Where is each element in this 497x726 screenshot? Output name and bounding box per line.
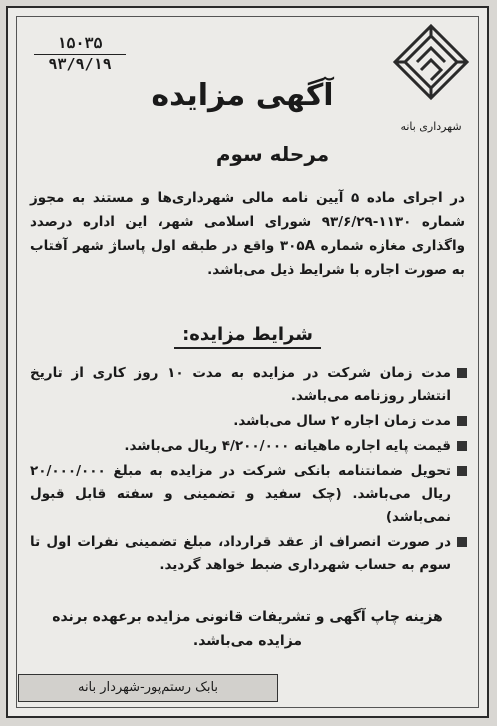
condition-text: مدت زمان اجاره ۲ سال می‌باشد. <box>233 413 451 429</box>
square-bullet-icon <box>457 368 467 378</box>
conditions-list <box>30 362 467 579</box>
condition-item <box>30 531 467 577</box>
condition-item <box>30 362 467 408</box>
square-bullet-icon <box>457 537 467 547</box>
condition-text: در صورت انصراف از عقد قرارداد، مبلغ تضمینی نفرات اول تا سوم به حساب شهرداری ضبط خواهد گردید. <box>30 534 451 573</box>
reference-date: ۹۳/۹/۱۹ <box>48 55 112 73</box>
logo-emblem-icon <box>391 22 471 118</box>
logo-caption: شهرداری بانه <box>400 120 462 133</box>
square-bullet-icon <box>457 441 467 451</box>
footer-note: هزینه چاپ آگهی و تشریفات قانونی مزایده برعهده برنده مزایده می‌باشد. <box>52 609 443 649</box>
reference-block <box>34 34 126 74</box>
condition-item <box>30 410 467 433</box>
condition-text: قیمت پایه اجاره ماهیانه ۴/۲۰۰/۰۰۰ ریال می‌باشد. <box>124 438 451 454</box>
square-bullet-icon <box>457 466 467 476</box>
municipality-logo <box>385 22 477 146</box>
notice-subtitle: مرحله سوم <box>215 142 330 166</box>
conditions-heading: شرایط مزایده: <box>174 324 321 349</box>
notice-title: آگهی مزایده <box>151 78 334 113</box>
square-bullet-icon <box>457 416 467 426</box>
reference-number: ۱۵۰۳۵ <box>34 34 126 55</box>
condition-item <box>30 435 467 458</box>
signature-bar: بابک رستم‌پور-شهردار بانه <box>18 674 278 702</box>
condition-text: تحویل ضمانتنامه بانکی شرکت در مزایده به مبلغ ۲۰/۰۰۰/۰۰۰ ریال می‌باشد. (چک سفید و تضمینی و سفته قابل قبول نمی‌باشد) <box>30 463 451 525</box>
condition-text: مدت زمان شرکت در مزایده به مدت ۱۰ روز کاری از تاریخ انتشار روزنامه می‌باشد. <box>30 365 451 404</box>
intro-paragraph: در اجرای ماده ۵ آیین نامه مالی شهرداری‌ها و مستند به مجوز شماره ۱۱۳۰-۹۳/۶/۲۹ شورای اسلامی شهر، این اداره درصدد واگذاری مغازه شماره ۳۰۵A واقع در طبقه اول پاساژ شهر آفتاب به صورت اجاره با شرایط ذیل می‌باشد. <box>30 190 466 278</box>
condition-item <box>30 460 467 529</box>
notice-sheet <box>6 6 489 718</box>
conditions-heading-wrap <box>8 324 487 349</box>
